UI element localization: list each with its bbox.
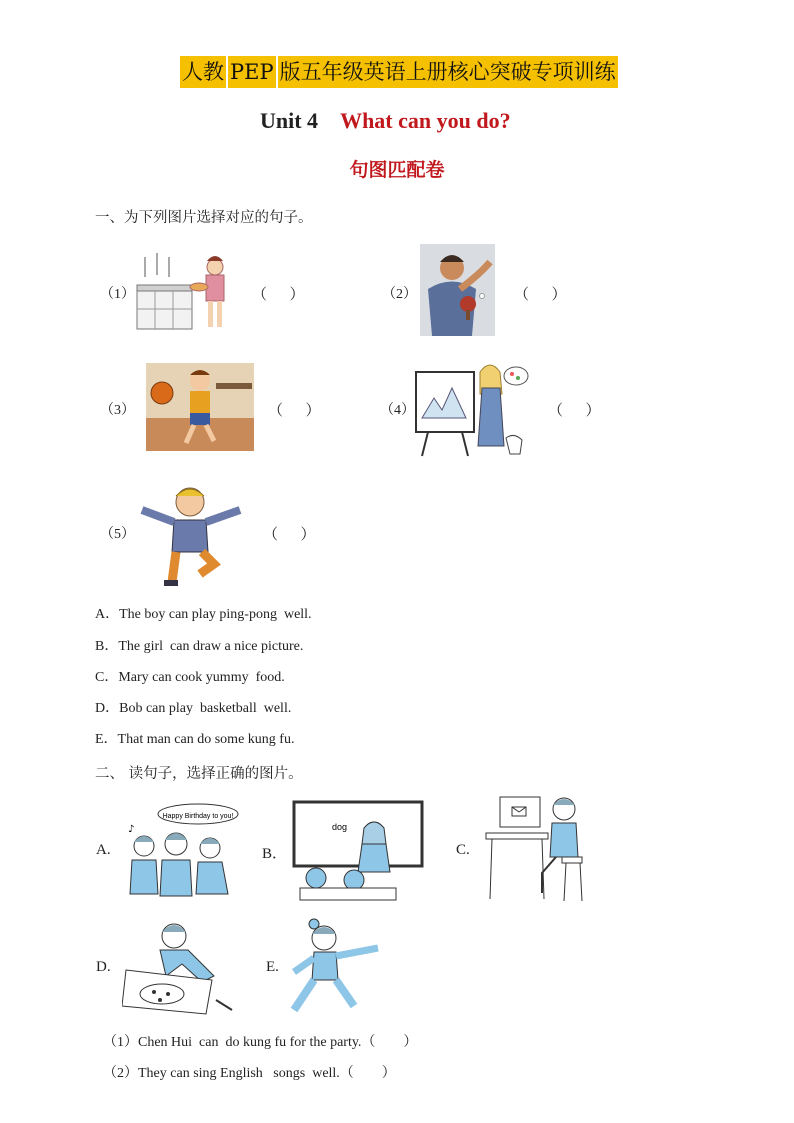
item-1-answer-blank[interactable]: （ ） <box>252 287 305 303</box>
banner-part-1: 人教 <box>180 56 226 88</box>
item-5-number: （5） <box>100 527 135 542</box>
item-2-number: （2） <box>382 287 417 302</box>
part2-question-2: （2）They can sing English songs well.（ ） <box>103 1066 396 1081</box>
banner-part-2: PEP <box>228 56 276 88</box>
part2-question-1: （1）Chen Hui can do kung fu for the party.（ ） <box>103 1035 418 1050</box>
painting-boy-image <box>122 920 236 1016</box>
svg-text:♪: ♪ <box>128 824 135 835</box>
part1-heading: 一、为下列图片选择对应的句子。 <box>95 210 313 226</box>
paper-subtitle: 句图匹配卷 <box>349 159 445 181</box>
basketball-boy-image <box>146 363 254 451</box>
computer-boy-image <box>482 793 586 905</box>
unit-question: What can you do? <box>340 108 511 133</box>
classroom-image <box>292 800 424 902</box>
part2-heading: 二、 读句子，选择正确的图片。 <box>95 766 303 782</box>
item-3-answer-blank[interactable]: （ ） <box>268 403 321 419</box>
item-1-number: （1） <box>100 287 135 302</box>
singing-children-image <box>120 802 240 900</box>
option-d: D．Bob can play basketball well. <box>95 701 292 716</box>
item-3-number: （3） <box>100 403 135 418</box>
board-word: dog <box>332 822 348 832</box>
unit-title <box>260 108 511 134</box>
unit-label: Unit 4 <box>260 108 319 133</box>
speech-bubble-text: Happy Birthday to you! <box>162 813 234 820</box>
option-e: E．That man can do some kung fu. <box>95 732 295 747</box>
kung-fu-girl-image <box>284 918 382 1020</box>
drawing-girl-image <box>414 358 530 458</box>
cooking-girl-image <box>135 247 235 332</box>
picture-label-c: C. <box>456 842 470 858</box>
ping-pong-boy-image <box>420 244 495 336</box>
picture-label-b: B． <box>262 846 288 862</box>
item-5-answer-blank[interactable]: （ ） <box>263 527 316 543</box>
item-4-number: （4） <box>380 403 415 418</box>
item-2-answer-blank[interactable]: （ ） <box>514 287 567 303</box>
option-a: A．The boy can play ping-pong well. <box>95 607 312 622</box>
option-c: C．Mary can cook yummy food. <box>95 670 285 685</box>
title-banner <box>180 56 618 88</box>
picture-label-e: E. <box>266 959 279 975</box>
kung-fu-man-image <box>136 482 246 590</box>
item-4-answer-blank[interactable]: （ ） <box>548 403 601 419</box>
banner-part-3: 版五年级英语上册核心突破专项训练 <box>278 56 618 88</box>
picture-label-a: A. <box>96 842 111 858</box>
option-b: B．The girl can draw a nice picture. <box>95 639 304 654</box>
picture-label-d: D. <box>96 959 111 975</box>
